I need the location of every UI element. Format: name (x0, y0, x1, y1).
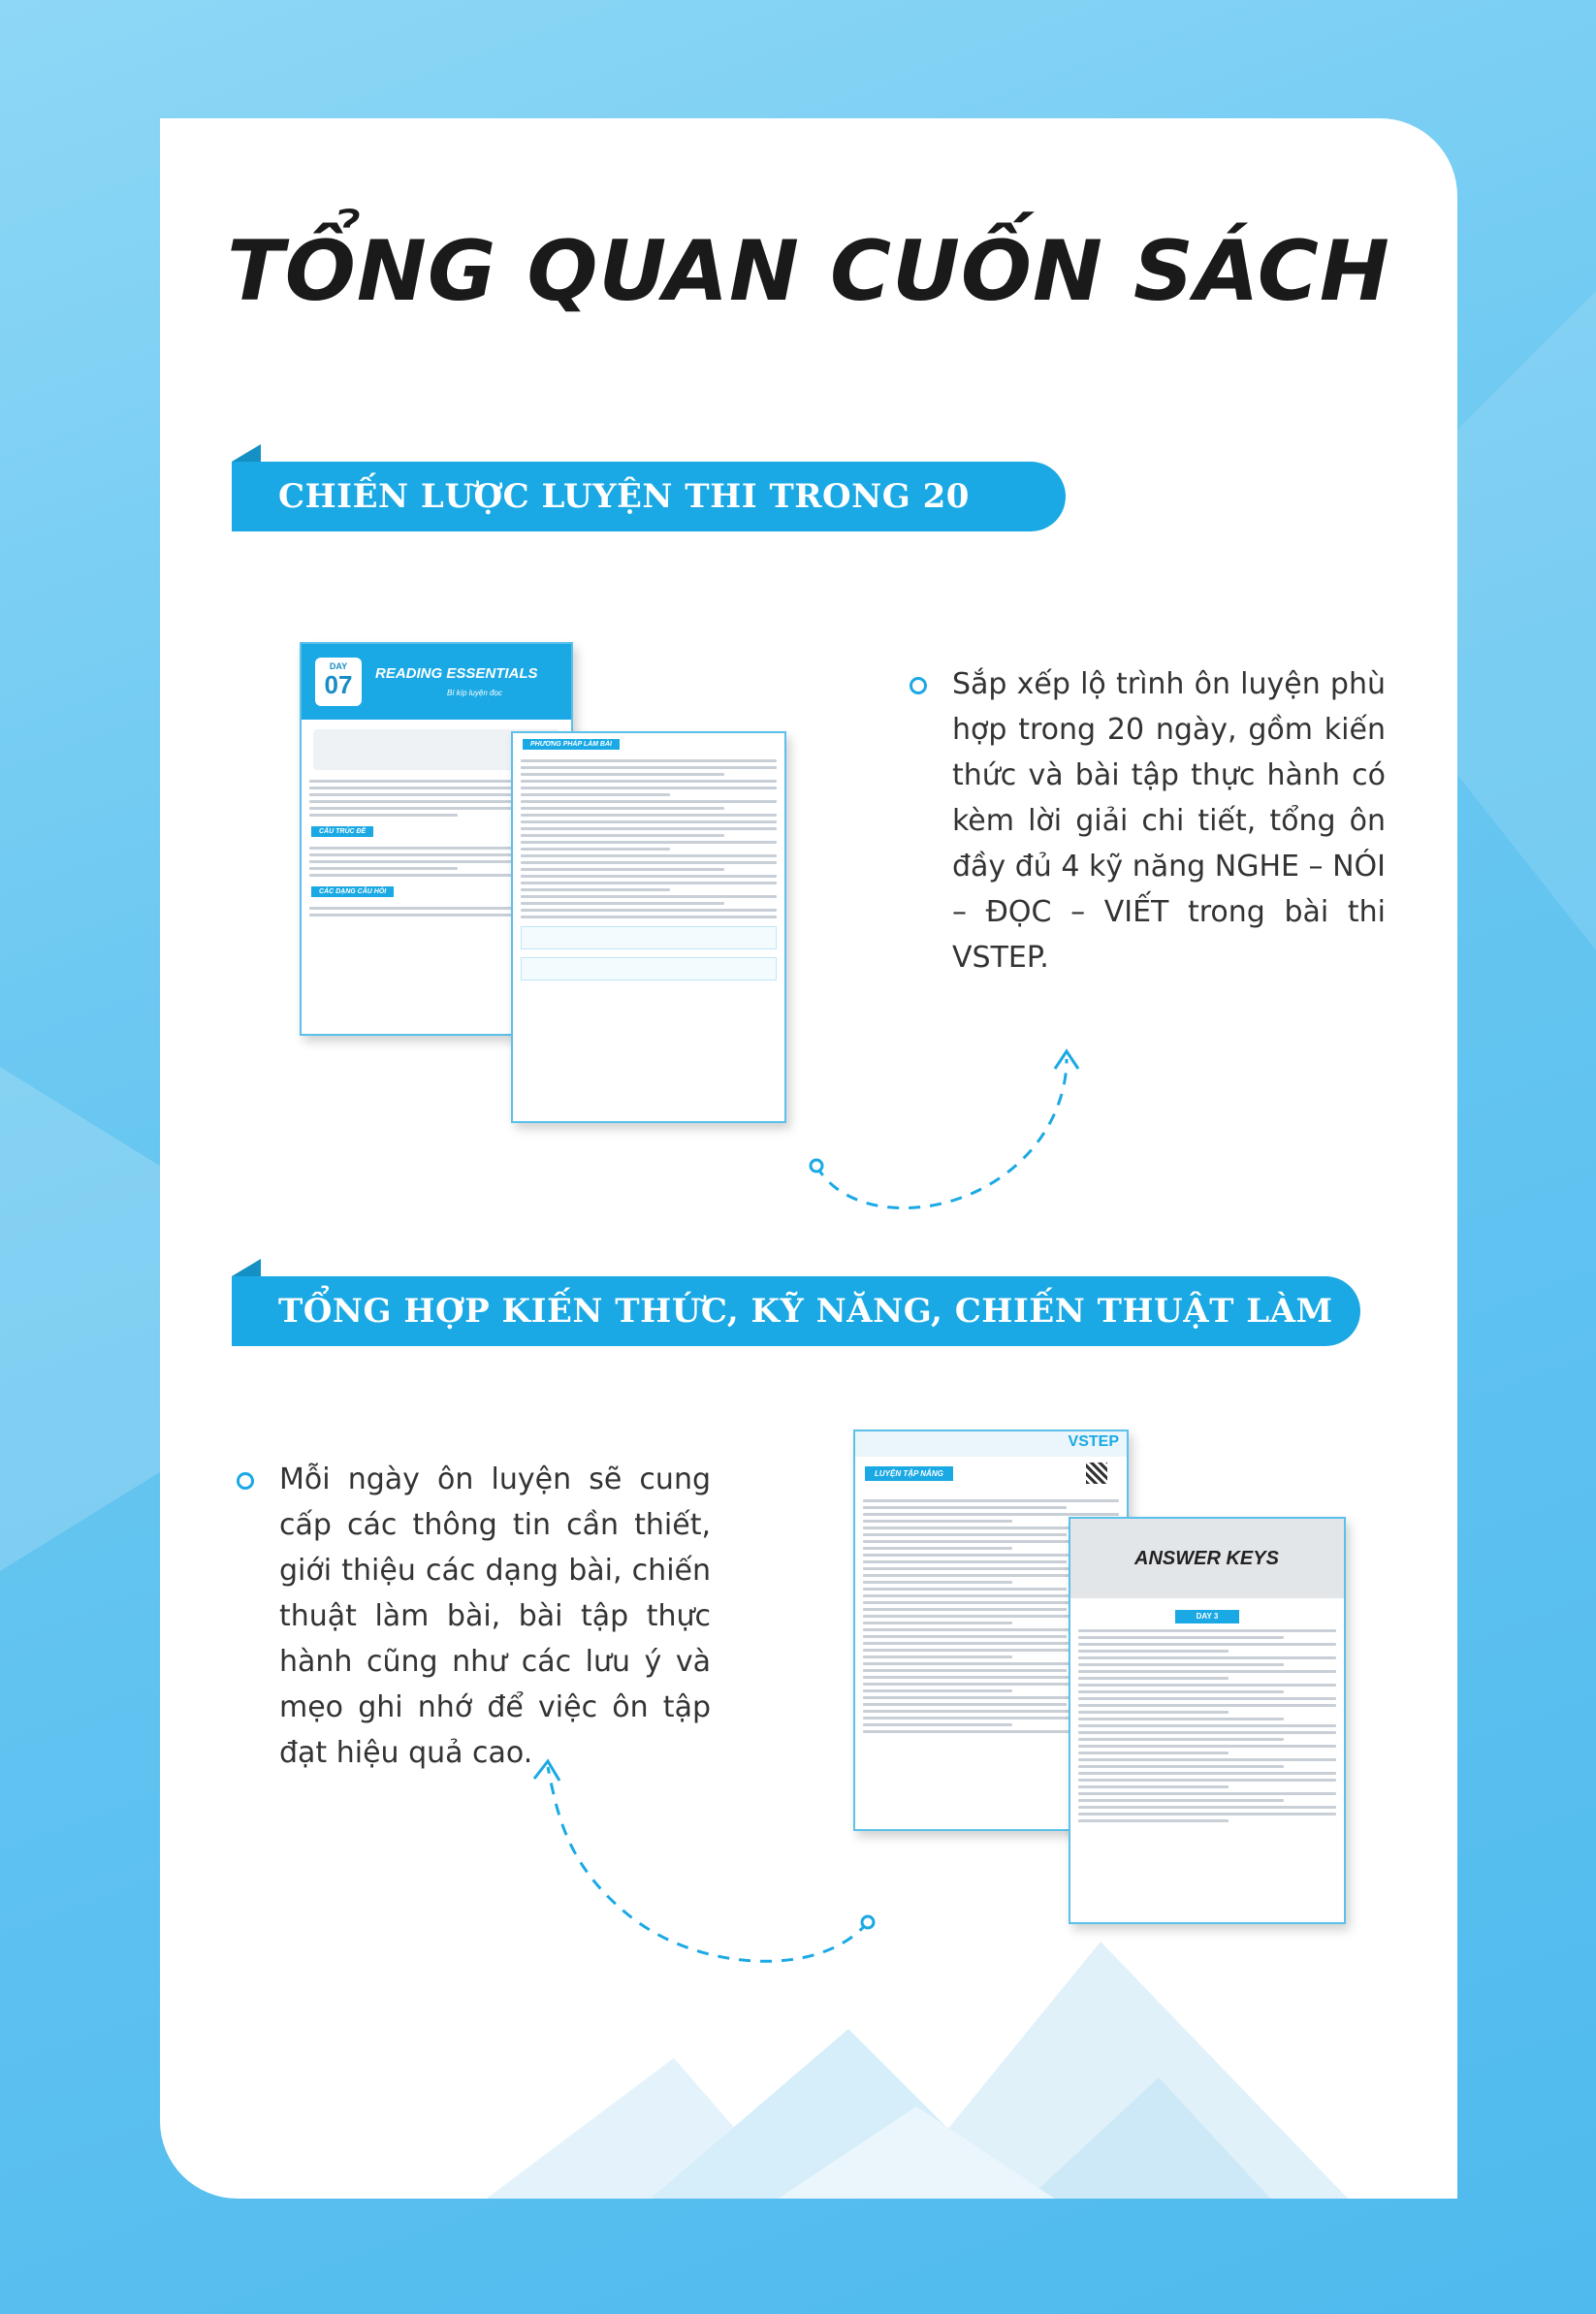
bullet-circle-icon (237, 1472, 254, 1490)
method-table-row (521, 957, 777, 980)
question-types-tag: CÁC DẠNG CÂU HỎI (311, 886, 394, 897)
section-text-strategy (952, 661, 1386, 980)
bullet-circle-icon (910, 677, 927, 694)
qr-code-icon (1086, 1462, 1107, 1484)
book-page-answer-keys (1069, 1517, 1346, 1924)
practice-page-header (855, 1431, 1127, 1457)
answer-page-header (1070, 1519, 1344, 1598)
day-label: DAY (329, 661, 348, 671)
reading-page-header (302, 644, 571, 720)
day-number: 07 (324, 670, 353, 699)
reading-page-title: READING ESSENTIALS (375, 665, 538, 682)
answer-keys-title: ANSWER KEYS (1134, 1548, 1279, 1569)
day-badge (315, 658, 362, 706)
strategy-description: Sắp xếp lộ trình ôn luyện phù hợp trong 20 ngày, gồm kiến thức và bài tập thực hành có kèm lời giải chi tiết, tổng ôn đầy đủ 4 kỹ năng NGHE – NÓI – ĐỌC – VIẾT trong bài thi VSTEP. (952, 667, 1386, 975)
practice-tag: LUYỆN TẬP NÂNG (865, 1466, 953, 1481)
knowledge-description: Mỗi ngày ôn luyện sẽ cung cấp các thông tin cần thiết, giới thiệu các dạng bài, chiến thuật làm bài, bài tập thực hành cũng như các lưu ý và mẹo ghi nhớ để việc ôn tập đạt hiệu quả cao. (279, 1462, 711, 1770)
vstep-brand: VSTEP (1068, 1433, 1119, 1450)
method-table (521, 926, 777, 949)
method-tag: PHƯƠNG PHÁP LÀM BÀI (523, 739, 620, 750)
content-card (160, 118, 1457, 2199)
structure-tag: CẤU TRÚC ĐỀ (311, 826, 373, 837)
section-banner-strategy: CHIẾN LƯỢC LUYỆN THI TRONG 20 NGÀY (232, 462, 1066, 531)
dashed-arrow-1 (805, 943, 1096, 1234)
book-page-method (511, 731, 786, 1123)
answer-day-tag: DAY 3 (1175, 1610, 1239, 1623)
reading-page-subtitle: Bí kíp luyện đọc (447, 689, 502, 697)
page-title: TỔNG QUAN CUỐN SÁCH (227, 223, 1390, 320)
mountain-decoration (480, 1942, 1353, 2199)
section-banner-knowledge: TỔNG HỢP KIẾN THỨC, KỸ NĂNG, CHIẾN THUẬT LÀM BÀI (232, 1276, 1360, 1346)
